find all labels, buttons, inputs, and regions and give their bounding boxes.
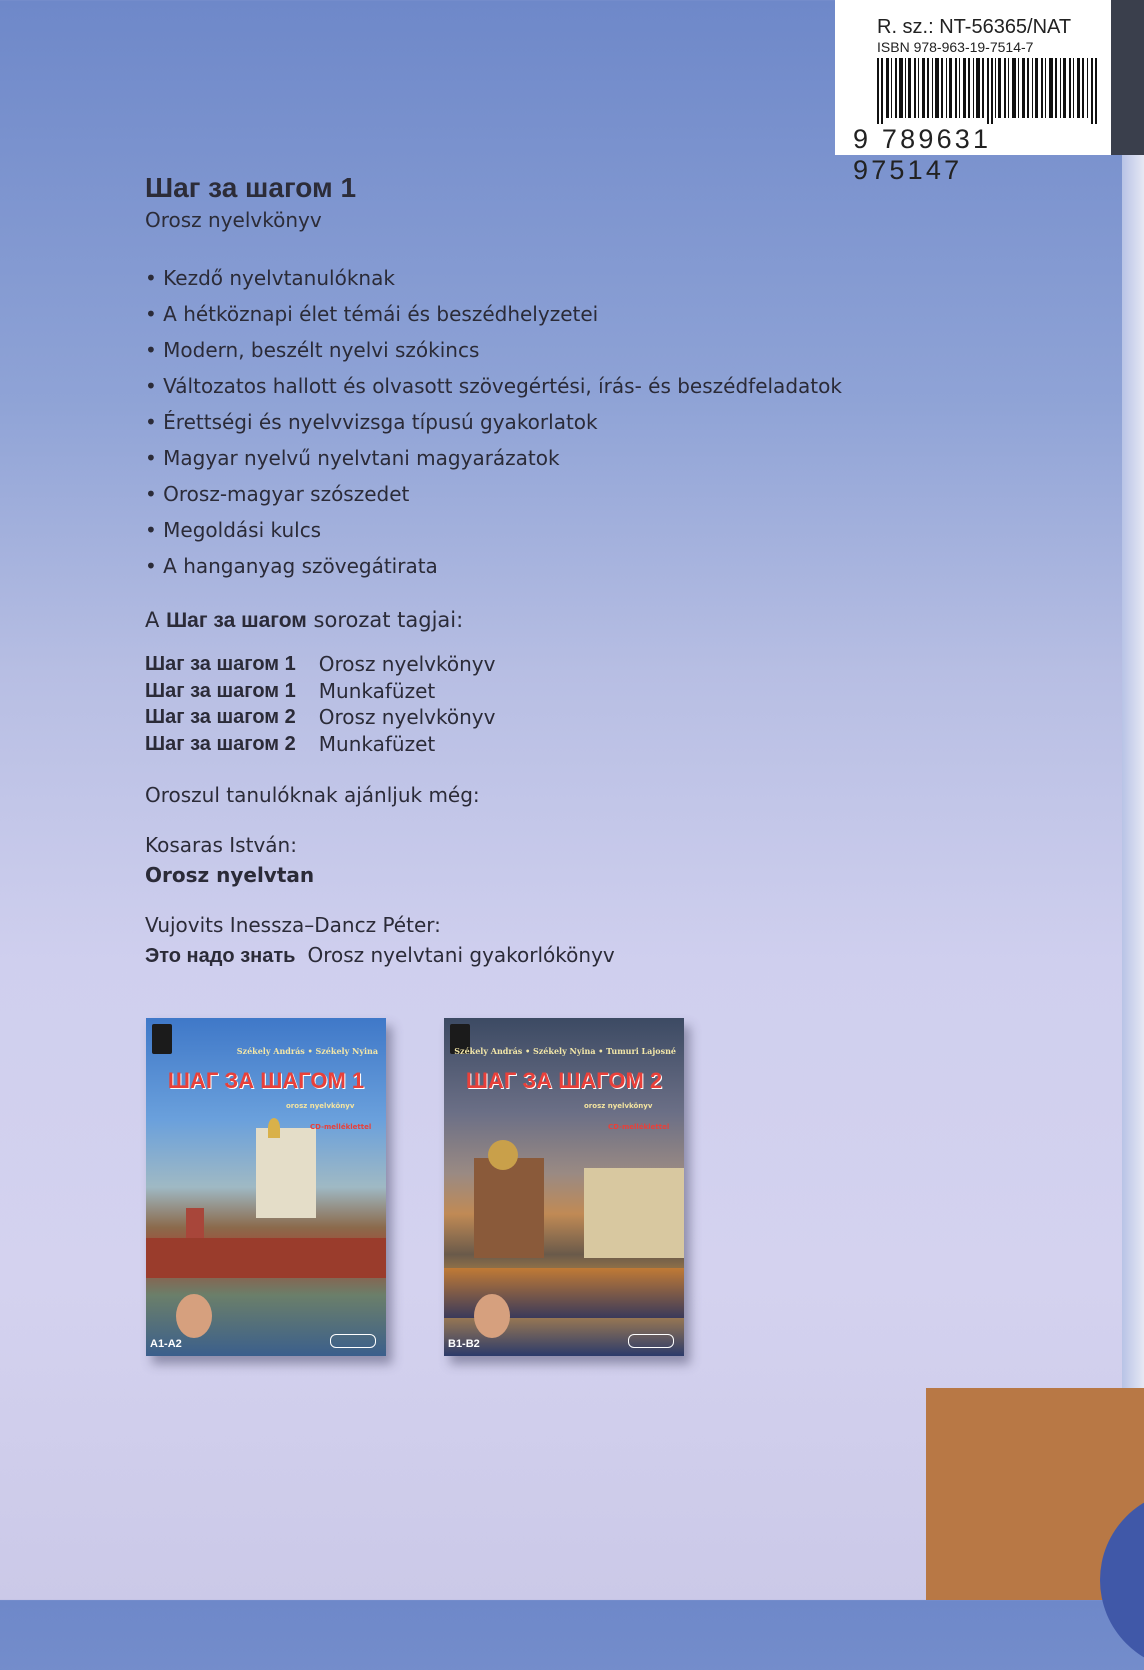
- kremlin-building: [256, 1128, 316, 1218]
- woman-portrait: [176, 1294, 212, 1338]
- publisher-badge-icon: [330, 1334, 376, 1348]
- book-title: Шаг за шагом 1: [145, 172, 357, 203]
- cover-title: ШАГ ЗА ШАГОМ 1: [167, 1068, 365, 1093]
- golden-dome: [268, 1118, 280, 1138]
- feature-list: [145, 260, 945, 584]
- recommend-title-2-name: Это надо знать: [145, 945, 296, 967]
- series-member-name: Шаг за шагом 1: [145, 653, 296, 675]
- barcode-bars: [877, 58, 1103, 124]
- page-right-edge: [1122, 0, 1144, 1600]
- cover-tag: orosz nyelvkönyv: [584, 1102, 653, 1110]
- feature-item: • A hanganyag szövegátirata: [145, 554, 438, 578]
- dark-corner-strip: [1111, 0, 1144, 155]
- series-row: [145, 678, 495, 705]
- series-row: [145, 704, 495, 731]
- book-cover-1: [146, 1018, 386, 1356]
- book-subtitle: Orosz nyelvkönyv: [145, 208, 322, 232]
- series-member-type: Munkafüzet: [318, 678, 436, 703]
- barcode-digits: 9 789631 975147: [853, 124, 992, 185]
- feature-item: • Érettségi és nyelvvizsga típusú gyakorlatok: [145, 410, 598, 434]
- series-member-name: Шаг за шагом 2: [145, 706, 296, 728]
- series-prefix: A: [145, 608, 160, 632]
- series-member-type: Munkafüzet: [318, 731, 436, 756]
- feature-item: • Kezdő nyelvtanulóknak: [145, 266, 395, 290]
- publisher-logo-icon: [152, 1024, 172, 1054]
- series-row: [145, 731, 495, 758]
- feature-item: • Változatos hallott és olvasott szövegértési, írás- és beszédfeladatok: [145, 374, 842, 398]
- recommend-title-2-desc: Orosz nyelvtani gyakorlókönyv: [307, 943, 615, 967]
- barcode-label: [835, 0, 1111, 185]
- recommend-author-2: Vujovits Inessza–Dancz Péter:: [145, 913, 441, 937]
- series-member-name: Шаг за шагом 2: [145, 732, 296, 755]
- isbn-text: ISBN 978-963-19-7514-7: [877, 39, 1034, 55]
- recommend-author-1: Kosaras István:: [145, 833, 297, 857]
- recommend-title-1: Orosz nyelvtan: [145, 863, 315, 887]
- feature-item: • Modern, beszélt nyelvi szókincs: [145, 338, 480, 362]
- cover-title: ШАГ ЗА ШАГОМ 2: [465, 1068, 663, 1093]
- feature-item: • A hétköznapi élet témái és beszédhelyzetei: [145, 302, 599, 326]
- church-building: [474, 1158, 544, 1258]
- series-name: Шаг за шагом: [166, 609, 307, 632]
- recommend-title-2: [145, 943, 945, 968]
- publisher-badge-icon: [628, 1334, 674, 1348]
- cover-tag: orosz nyelvkönyv: [286, 1102, 355, 1110]
- cover-authors: Székely András • Székely Nyina • Tumuri Lajosné: [454, 1046, 676, 1056]
- church-dome: [488, 1140, 518, 1170]
- cover-authors: Székely András • Székely Nyina: [236, 1046, 378, 1056]
- series-row: [145, 651, 495, 678]
- cover-text: [145, 172, 945, 968]
- series-table: [145, 651, 495, 757]
- series-suffix: sorozat tagjai:: [313, 608, 464, 632]
- registry-number: R. sz.: NT-56365/NAT: [877, 16, 1072, 38]
- series-member-type: Orosz nyelvkönyv: [318, 705, 496, 729]
- series-member-type: Orosz nyelvkönyv: [318, 652, 496, 676]
- feature-item: • Orosz-magyar szószedet: [145, 482, 410, 506]
- cover-cd-tag: CD-melléklettel: [310, 1123, 372, 1131]
- woman-portrait: [474, 1294, 510, 1338]
- cover-level: A1-A2: [150, 1338, 182, 1350]
- kremlin-wall: [146, 1238, 386, 1278]
- book-cover-2: [444, 1018, 684, 1356]
- recommend-heading: Oroszul tanulóknak ajánljuk még:: [145, 783, 480, 807]
- cover-level: B1-B2: [448, 1338, 480, 1350]
- feature-item: • Magyar nyelvű nyelvtani magyarázatok: [145, 446, 560, 470]
- series-heading: [145, 608, 945, 633]
- feature-item: • Megoldási kulcs: [145, 518, 322, 542]
- series-member-name: Шаг за шагом 1: [145, 679, 296, 702]
- cover-cd-tag: CD-melléklettel: [608, 1123, 670, 1131]
- palace-building: [584, 1168, 684, 1258]
